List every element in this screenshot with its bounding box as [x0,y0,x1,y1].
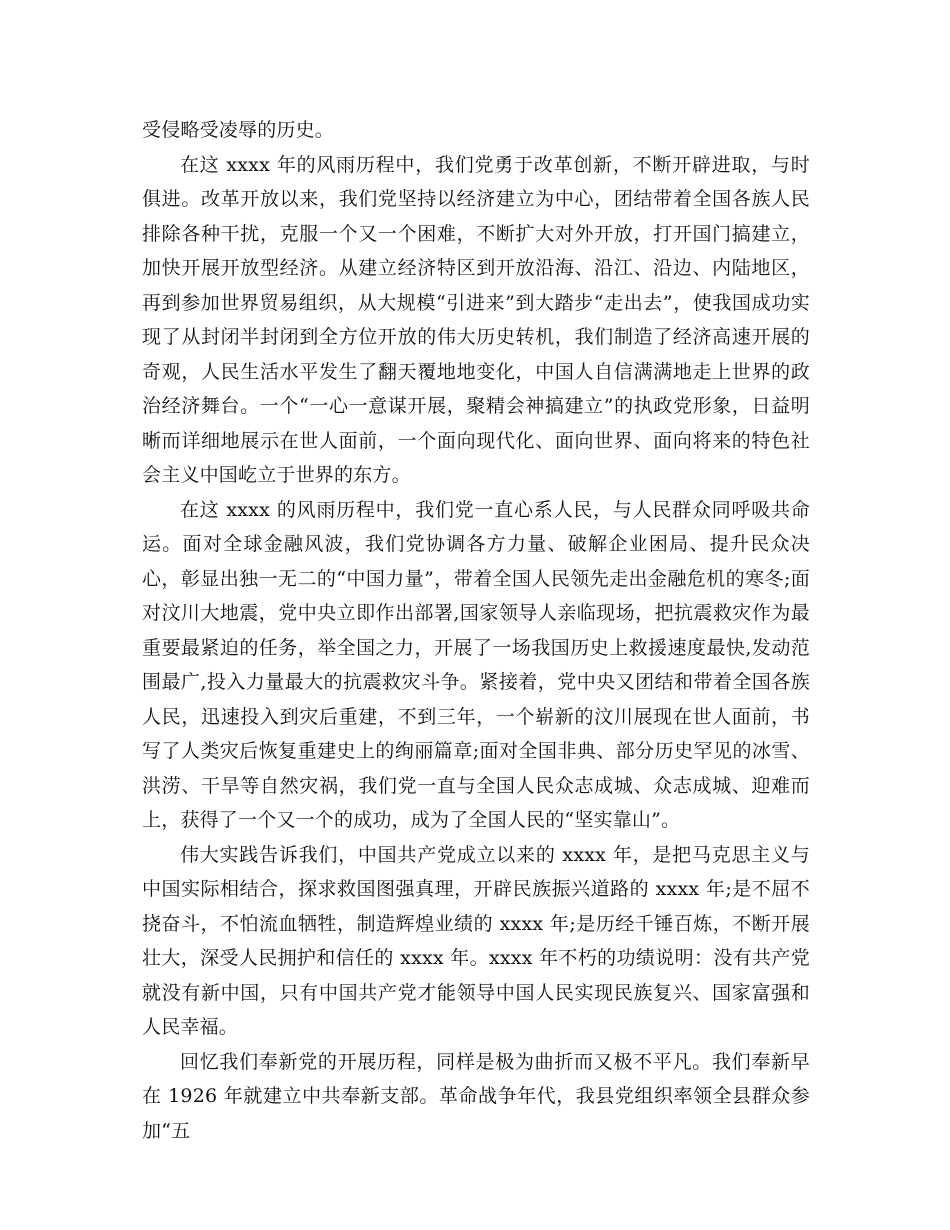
paragraph-2: 在这 xxxx 年的风雨历程中，我们党勇于改革创新，不断开辟进取，与时俱进。改革开放以来，我们党坚持以经济建立为中心，团结带着全国各族人民排除各种干扰，克服一个又一个困难，不断扩大对外开放，打开国门搞建立，加快开展开放型经济。从建立经济特区到开放沿海、沿江、沿边、内陆地区，再到参加世界贸易组织，从大规模“引进来”到大踏步“走出去”，使我国成功实现了从封闭半封闭到全方位开放的伟大历史转机，我们制造了经济高速开展的奇观，人民生活水平发生了翻天覆地地变化，中国人自信满满地走上世界的政治经济舞台。一个“一心一意谋开展，聚精会神搞建立”的执政党形象，日益明晰而详细地展示在世人面前，一个面向现代化、面向世界、面向将来的特色社会主义中国屹立于世界的东方。 [142,153,810,486]
document-body [142,113,810,1148]
paragraph-5: 回忆我们奉新党的开展历程，同样是极为曲折而又极不平凡。我们奉新早在 1926 年就建立中共奉新支部。革命战争年代，我县党组织率领全县群众参加“五 [142,1050,810,1142]
paragraph-4: 伟大实践告诉我们，中国共产党成立以来的 xxxx 年，是把马克思主义与中国实际相结合，探求救国图强真理，开辟民族振兴道路的 xxxx 年;是不屈不挠奋斗，不怕流血牺牲，制造辉煌业绩的 xxxx 年;是历经千锤百炼，不断开展壮大，深受人民拥护和信任的 xxxx 年。xxxx 年不朽的功绩说明：没有共产党就没有新中国，只有中国共产党才能领导中国人民实现民族复兴、国家富强和人民幸福。 [142,843,810,1038]
paragraph-1: 受侵略受凌辱的历史。 [142,119,335,141]
paragraph-3: 在这 xxxx 的风雨历程中，我们党一直心系人民，与人民群众同呼吸共命运。面对全球金融风波，我们党协调各方力量、破解企业困局、提升民众决心，彰显出独一无二的“中国力量”，带着全国人民领先走出金融危机的寒冬;面对汶川大地震，党中央立即作出部署,国家领导人亲临现场，把抗震救灾作为最重要最紧迫的任务，举全国之力，开展了一场我国历史上救援速度最快,发动范围最广,投入力量最大的抗震救灾斗争。紧接着，党中央又团结和带着全国各族人民，迅速投入到灾后重建，不到三年，一个崭新的汶川展现在世人面前，书写了人类灾后恢复重建史上的绚丽篇章;面对全国非典、部分历史罕见的冰雪、洪涝、干旱等自然灾祸，我们党一直与全国人民众志成城、众志成城、迎难而上，获得了一个又一个的成功，成为了全国人民的“坚实靠山”。 [142,498,810,831]
